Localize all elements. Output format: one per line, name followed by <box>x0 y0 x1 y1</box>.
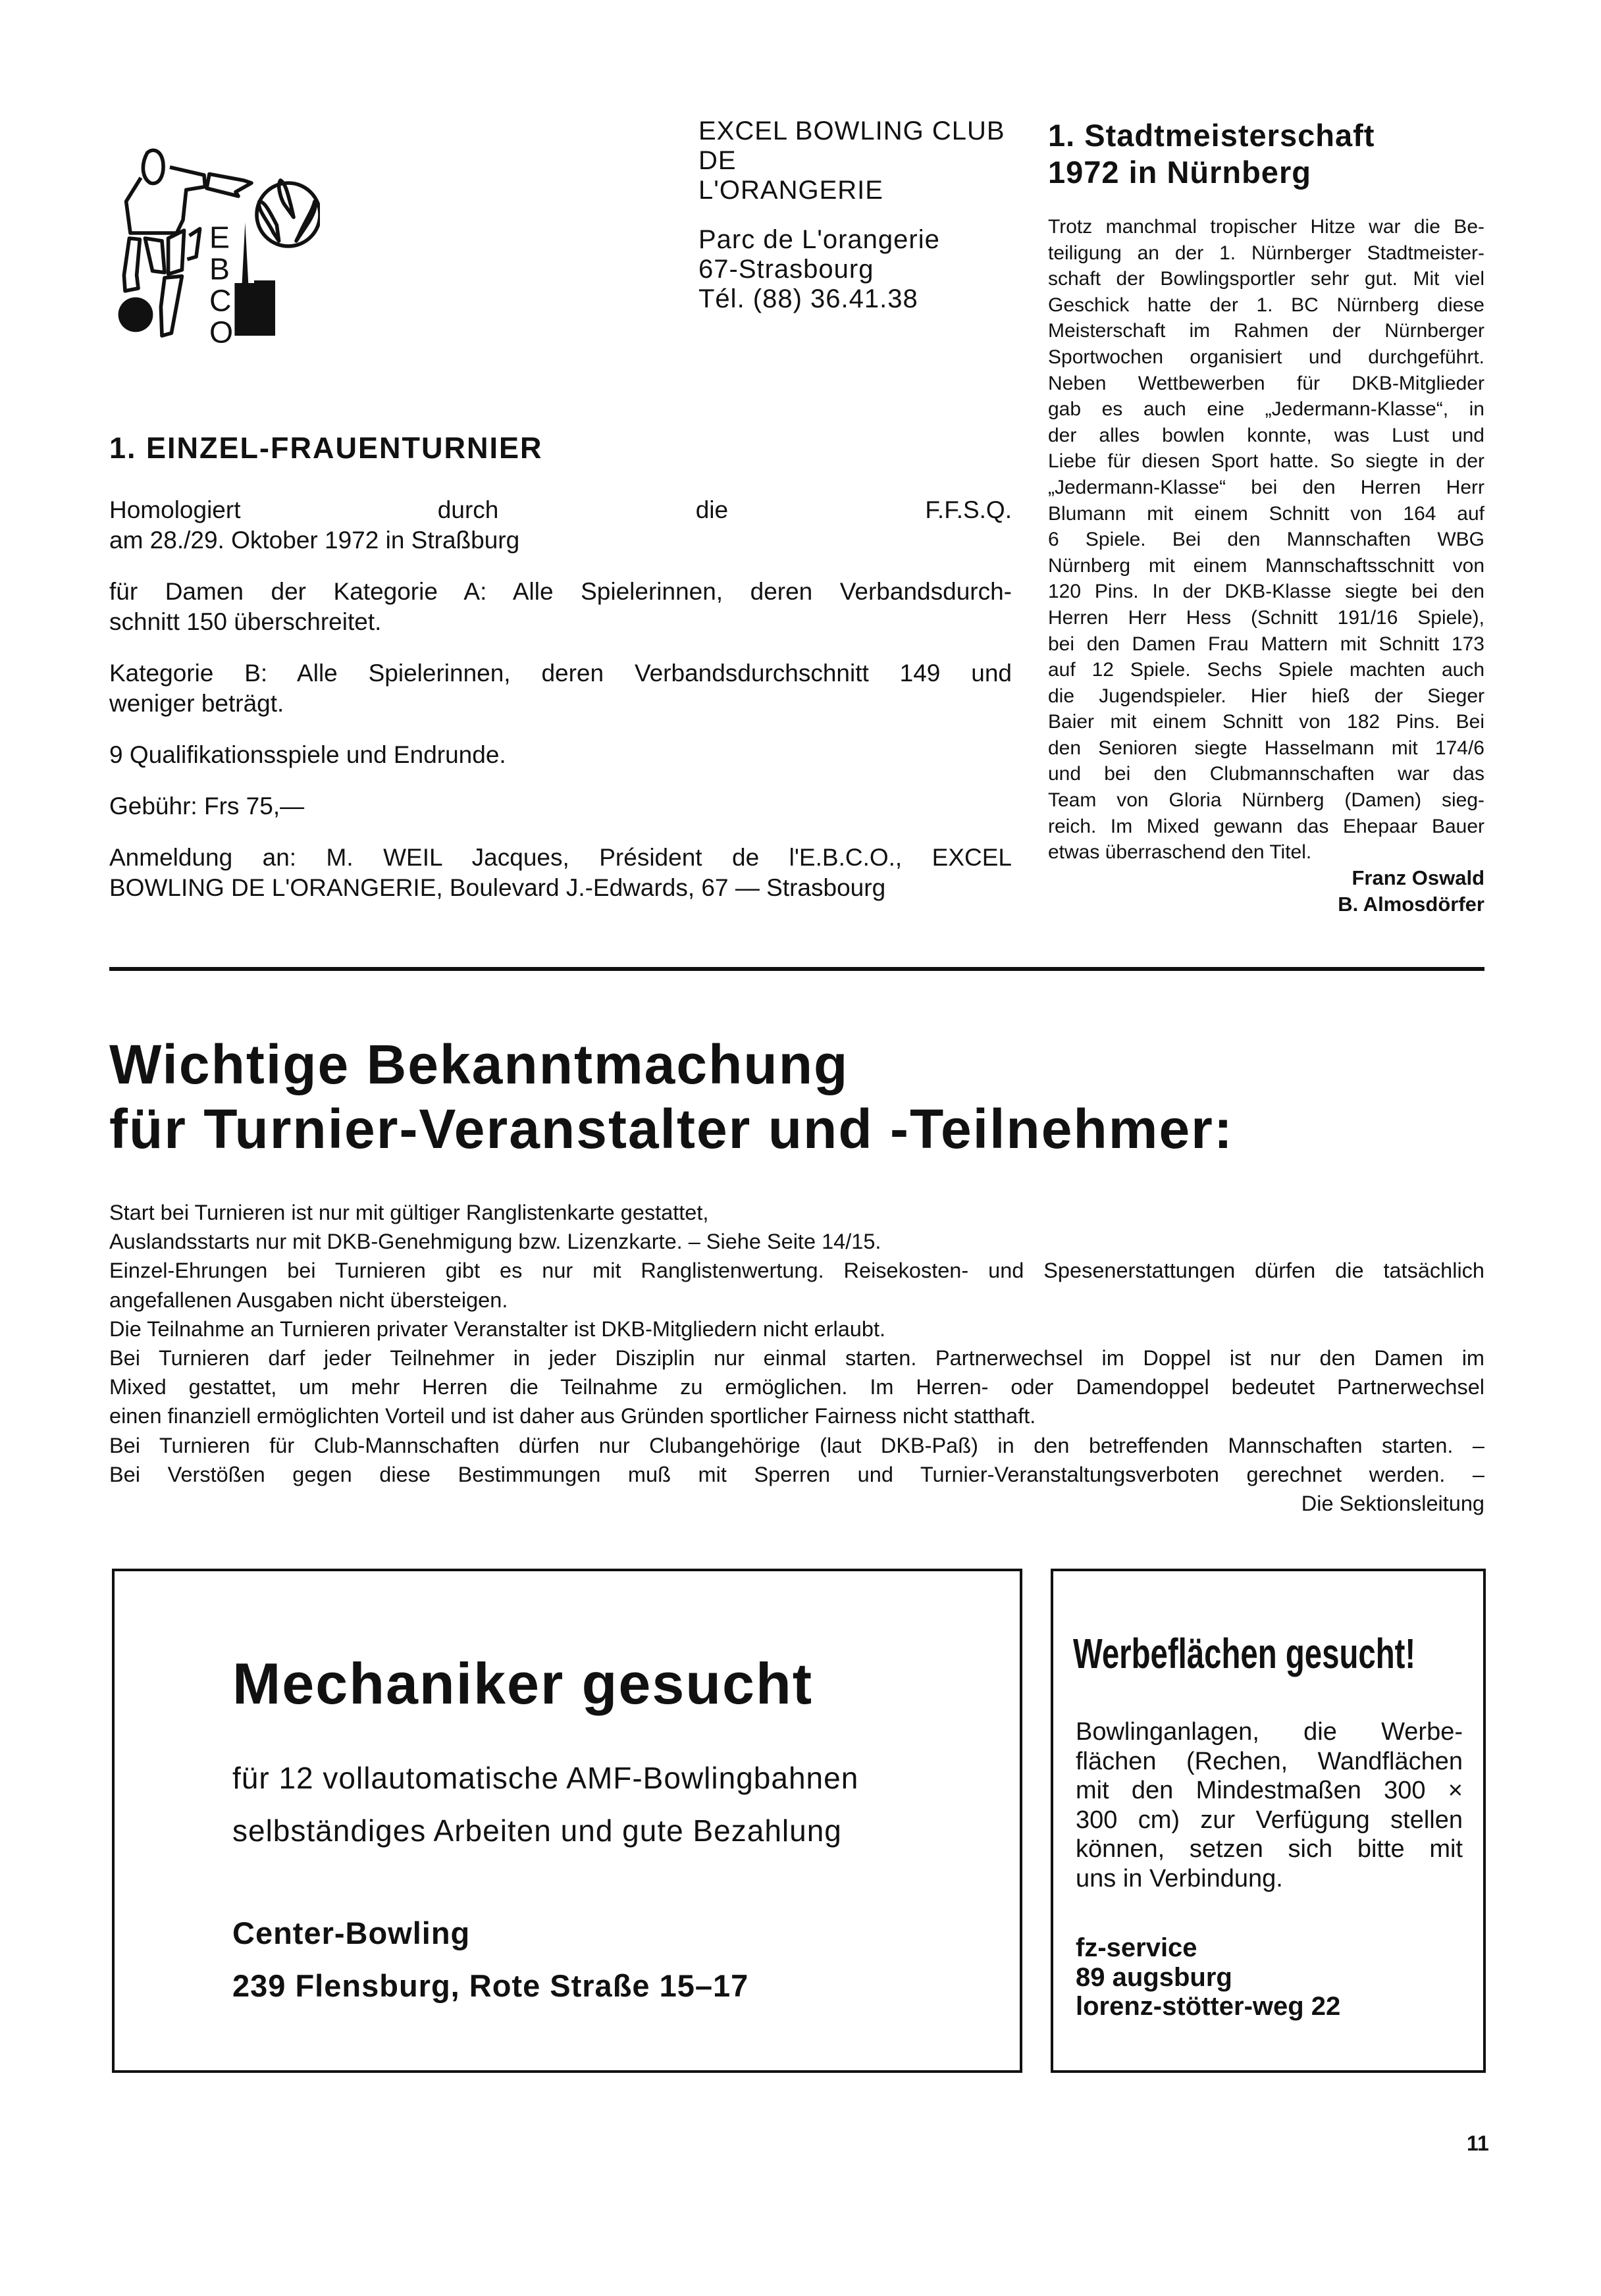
club-address-line: Tél. (88) 36.41.38 <box>698 284 918 313</box>
article-line: Sportwochen organisiert und durchgeführt. <box>1048 346 1484 368</box>
section-divider <box>109 967 1484 971</box>
article-line: Team von Gloria Nürnberg (Damen) sieg- <box>1048 789 1484 812</box>
ad-text <box>232 1752 858 1857</box>
ad-title: Werbeflächen gesucht! <box>1073 1630 1416 1677</box>
ad-werbeflaechen <box>1051 1569 1486 2073</box>
ad-line: mit den Mindestmaßen 300 × <box>1076 1777 1463 1804</box>
paragraph-line: Homologiert durch die F.F.S.Q. <box>109 496 1012 523</box>
article-line: Baier mit einem Schnitt von 182 Pins. Bei <box>1048 711 1484 733</box>
einzel-title: 1. EINZEL-FRAUENTURNIER <box>109 431 543 465</box>
ad-line: für 12 vollautomatische AMF-Bowlingbahnen <box>232 1761 859 1795</box>
announcement-line: Bei Turnieren für Club-Mannschaften dürfen nur Clubangehörige (laut DKB-Paß) in den betreffenden Mannschaften starten. – <box>109 1433 1484 1457</box>
paragraph <box>109 658 1012 719</box>
ad-line: uns in Verbindung. <box>1076 1864 1283 1892</box>
paragraph-line: 9 Qualifikationsspiele und Endrunde. <box>109 741 506 768</box>
article-line: die Jugendspieler. Hier hieß der Sieger <box>1048 685 1484 707</box>
article-line: Blumann mit einem Schnitt von 164 auf <box>1048 502 1484 525</box>
club-name-line: DE <box>698 146 737 175</box>
announcement-body <box>109 1198 1484 1518</box>
announcement-line: angefallenen Ausgaben nicht übersteigen. <box>109 1288 508 1312</box>
paragraph-line: für Damen der Kategorie A: Alle Spielerinnen, deren Verbandsdurch- <box>109 578 1012 605</box>
article-line: gab es auch eine „Jedermann-Klasse“, in <box>1048 398 1484 421</box>
ad-line: 300 cm) zur Verfügung stellen <box>1076 1806 1463 1834</box>
ad-line: flächen (Rechen, Wandflächen <box>1076 1747 1463 1775</box>
ad-address <box>232 1907 748 2012</box>
paragraph <box>109 843 1012 903</box>
title-line: 1972 in Nürnberg <box>1048 155 1311 190</box>
article-line: und bei den Clubmannschaften war das <box>1048 763 1484 785</box>
paragraph-line: schnitt 150 überschreitet. <box>109 608 382 635</box>
announcement-line: Die Teilnahme an Turnieren privater Veranstalter ist DKB-Mitgliedern nicht erlaubt. <box>109 1317 885 1341</box>
article-line: etwas überraschend den Titel. <box>1048 841 1312 864</box>
article-line: teiligung an der 1. Nürnberger Stadtmeister- <box>1048 242 1484 264</box>
article-line: Nürnberg mit einem Mannschaftsschnitt von <box>1048 554 1484 577</box>
stadtmeisterschaft-title <box>1048 117 1375 191</box>
logo-letter: C <box>209 283 232 318</box>
paragraph <box>109 740 1012 770</box>
article-authors <box>1251 865 1484 918</box>
article-line: 6 Spiele. Bei den Mannschaften WBG <box>1048 529 1484 551</box>
club-address-line: Parc de L'orangerie <box>698 225 940 254</box>
logo-letter: E <box>209 220 230 255</box>
article-line: Herren Herr Hess (Schnitt 191/16 Spiele), <box>1048 606 1484 629</box>
announcement-line: Einzel-Ehrungen bei Turnieren gibt es nur mit Ranglistenwertung. Reisekosten- und Spesenerstattungen dürfen die tatsächlich <box>109 1259 1484 1283</box>
address-line: 89 augsburg <box>1076 1962 1232 1992</box>
ad-line: können, setzen sich bitte mit <box>1076 1835 1463 1863</box>
article-line: Liebe für diesen Sport hatte. So siegte in der <box>1048 450 1484 473</box>
announcement-signature: Die Sektionsleitung <box>1301 1492 1484 1516</box>
ad-text <box>1076 1717 1463 1893</box>
ad-line: Bowlinganlagen, die Werbe- <box>1076 1718 1463 1746</box>
ad-line: selbständiges Arbeiten und gute Bezahlung <box>232 1813 842 1848</box>
announcement-line: Bei Turnieren darf jeder Teilnehmer in jeder Disziplin nur einmal starten. Partnerwechsel im Doppel ist nur den Damen im <box>109 1346 1484 1370</box>
paragraph <box>109 791 1012 822</box>
logo-letter: B <box>209 251 230 286</box>
address-line: fz-service <box>1076 1933 1197 1962</box>
article-line: Trotz manchmal tropischer Hitze war die Be- <box>1048 216 1484 238</box>
title-line: 1. Stadtmeisterschaft <box>1048 118 1375 153</box>
paragraph-line: Anmeldung an: M. WEIL Jacques, Président de l'E.B.C.O., EXCEL <box>109 844 1012 871</box>
article-line: Meisterschaft im Rahmen der Nürnberger <box>1048 320 1484 342</box>
article-line: „Jedermann-Klasse“ bei den Herren Herr <box>1048 476 1484 498</box>
article-line: bei den Damen Frau Mattern mit Schnitt 173 <box>1048 633 1484 655</box>
paragraph <box>109 495 1012 556</box>
club-name-line: EXCEL BOWLING CLUB <box>698 117 1005 145</box>
paragraph-line: Gebühr: Frs 75,— <box>109 793 305 820</box>
club-name-line: L'ORANGERIE <box>698 176 883 205</box>
article-line: reich. Im Mixed gewann das Ehepaar Bauer <box>1048 815 1484 837</box>
club-info <box>698 117 1005 314</box>
ad-title: Mechaniker gesucht <box>232 1651 814 1716</box>
headline-line: Wichtige Bekanntmachung <box>109 1033 849 1095</box>
paragraph-line: weniger beträgt. <box>109 690 284 717</box>
page-number: 11 <box>1467 2131 1489 2155</box>
address-line: lorenz-stötter-weg 22 <box>1076 1992 1341 2021</box>
announcement-headline <box>109 1032 1234 1161</box>
article-line: Neben Wettbewerben für DKB-Mitglieder <box>1048 372 1484 394</box>
announcement-line: einen finanziell ermöglichten Vorteil und ist daher aus Gründen sportlicher Fairness nicht statthaft. <box>109 1404 1036 1428</box>
address-line: 239 Flensburg, Rote Straße 15–17 <box>232 1968 749 2003</box>
ad-mechaniker <box>112 1569 1022 2073</box>
article-line: Geschick hatte der 1. BC Nürnberg diese <box>1048 294 1484 316</box>
ebco-logo <box>109 117 320 360</box>
announcement-line: Bei Verstößen gegen diese Bestimmungen muß mit Sperren und Turnier-Veranstaltungsverboten gerechnet werden. – <box>109 1462 1484 1486</box>
bowler-logo-icon <box>109 117 320 360</box>
article-line: auf 12 Spiele. Sechs Spiele machten auch <box>1048 659 1484 681</box>
announcement-line: Start bei Turnieren ist nur mit gültiger Ranglistenkarte gestattet, <box>109 1201 709 1224</box>
announcement-line: Auslandsstarts nur mit DKB-Genehmigung bzw. Lizenzkarte. – Siehe Seite 14/15. <box>109 1230 881 1254</box>
logo-letter: O <box>209 315 234 350</box>
einzel-body <box>109 495 1012 924</box>
ad-address <box>1076 1933 1340 2022</box>
article-line: den Senioren siegte Hasselmann mit 174/6 <box>1048 737 1484 759</box>
article-line: der alles bowlen konnte, was Lust und <box>1048 424 1484 446</box>
announcement-line: Mixed gestattet, um mehr Herren die Teilnahme zu ermöglichen. Im Herren- oder Damendoppel bedeutet Partnerwechsel <box>109 1375 1484 1399</box>
paragraph <box>109 577 1012 637</box>
author-name: Franz Oswald <box>1352 866 1484 889</box>
paragraph-line: Kategorie B: Alle Spielerinnen, deren Verbandsdurchschnitt 149 und <box>109 660 1012 687</box>
club-address-line: 67-Strasbourg <box>698 255 874 284</box>
article-line: schaft der Bowlingsportler sehr gut. Mit viel <box>1048 268 1484 290</box>
paragraph-line: BOWLING DE L'ORANGERIE, Boulevard J.-Edwards, 67 — Strasbourg <box>109 874 886 901</box>
headline-line: für Turnier-Veranstalter und -Teilnehmer: <box>109 1098 1234 1160</box>
author-name: B. Almosdörfer <box>1338 893 1484 916</box>
stadtmeisterschaft-article <box>1048 214 1484 866</box>
paragraph-line: am 28./29. Oktober 1972 in Straßburg <box>109 527 520 554</box>
article-line: 120 Pins. In der DKB-Klasse siegte bei den <box>1048 581 1484 603</box>
address-line: Center-Bowling <box>232 1916 471 1950</box>
